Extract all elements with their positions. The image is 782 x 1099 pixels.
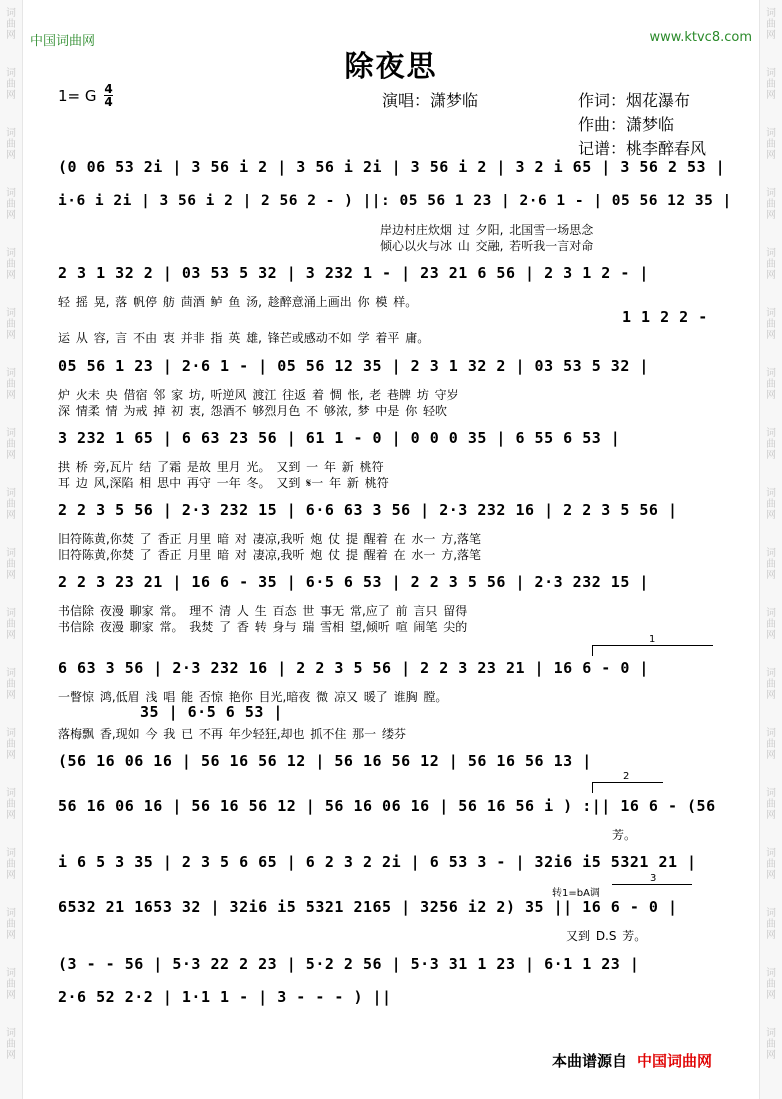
footer-source-site: 中国词曲网 [637,1052,713,1070]
footer-source [552,1050,712,1071]
time-signature [104,83,113,108]
watermark-char: 曲 [766,739,776,750]
watermark-char: 词 [6,248,16,259]
watermark-char: 曲 [766,79,776,90]
watermark-char: 曲 [6,319,16,330]
notation-line: 56 16 06 16 | 56 16 56 12 | 56 16 06 16 | 56 16 56 i ) :|| 16 6 - (56 [58,797,716,815]
watermark-char: 词 [6,968,16,979]
watermark-char: 网 [6,690,16,701]
watermark-char: 曲 [766,439,776,450]
watermark-char: 网 [6,210,16,221]
watermark-char: 网 [6,450,16,461]
watermark-char: 词 [6,368,16,379]
watermark-text [0,848,22,881]
watermark-text [760,728,782,761]
watermark-char: 曲 [766,139,776,150]
lyric-line: 旧符陈黄,你焚 了 香正 月里 暗 对 凄凉,我听 炮 仗 提 醒着 在 水一 方,落笔 [58,548,482,562]
watermark-text [0,128,22,161]
notation-line: i·6 i 2i | 3 56 i 2 | 2 56 2 - ) ||: 05 56 1 23 | 2·6 1 - | 05 56 12 35 | [58,193,732,209]
watermark-char: 网 [6,870,16,881]
watermark-char: 曲 [766,1039,776,1050]
watermark-char: 曲 [766,799,776,810]
watermark-char: 曲 [6,619,16,630]
watermark-char: 词 [766,908,776,919]
watermark-text [0,368,22,401]
watermark-text [760,788,782,821]
watermark-char: 网 [6,510,16,521]
watermark-char: 网 [766,210,776,221]
notation-line: 1 1 2 2 - [622,308,708,326]
watermark-char: 词 [6,428,16,439]
watermark-char: 曲 [766,919,776,930]
watermark-char: 曲 [766,199,776,210]
watermark-char: 网 [6,330,16,341]
watermark-char: 曲 [6,379,16,390]
lyric-line: 岸边村庄炊烟 过 夕阳, 北国雪一场思念 [380,223,594,237]
lyric-line: 芳。 [612,828,637,842]
watermark-text [0,8,22,41]
notation-line: 05 56 1 23 | 2·6 1 - | 05 56 12 35 | 2 3 1 32 2 | 03 53 5 32 | [58,357,649,375]
watermark-char: 词 [6,608,16,619]
notation-line: 2 2 3 23 21 | 16 6 - 35 | 6·5 6 53 | 2 2 3 5 56 | 2·3 232 15 | [58,573,649,591]
watermark-char: 网 [6,390,16,401]
watermark-char: 词 [766,308,776,319]
watermark-text [760,668,782,701]
volta-number-2: 2 [623,771,630,782]
watermark-text [760,8,782,41]
watermark-text [0,488,22,521]
watermark-char: 曲 [766,619,776,630]
watermark-char: 网 [766,510,776,521]
watermark-char: 词 [6,848,16,859]
watermark-text [0,668,22,701]
watermark-char: 词 [6,488,16,499]
watermark-text [760,248,782,281]
watermark-char: 词 [766,728,776,739]
watermark-char: 词 [6,8,16,19]
notation-line: 35 | 6·5 6 53 | [140,703,283,721]
watermark-char: 曲 [6,799,16,810]
watermark-char: 词 [766,848,776,859]
watermark-char: 曲 [766,979,776,990]
lyric-line: 旧符陈黄,你焚 了 香正 月里 暗 对 凄凉,我听 炮 仗 提 醒着 在 水一 方,落笔 [58,532,482,546]
watermark-char: 曲 [6,739,16,750]
triplet-bracket [612,873,692,895]
watermark-char: 曲 [6,439,16,450]
notation-line: (0 06 53 2i | 3 56 i 2 | 3 56 i 2i | 3 56 i 2 | 3 2 i 65 | 3 56 2 53 | [58,158,726,176]
watermark-char: 曲 [766,679,776,690]
watermark-text [0,548,22,581]
notation-line: (56 16 06 16 | 56 16 56 12 | 56 16 56 12 | 56 16 56 13 | [58,752,592,770]
lyric-line: 倾心以火与冰 山 交融, 若听我一言对命 [380,239,594,253]
watermark-char: 网 [6,90,16,101]
watermark-char: 网 [6,150,16,161]
watermark-char: 词 [766,428,776,439]
notation-line: 3 232 1 65 | 6 63 23 56 | 61 1 - 0 | 0 0 0 35 | 6 55 6 53 | [58,429,621,447]
site-url-top-right: www.ktvc8.com [649,30,752,45]
watermark-char: 词 [6,788,16,799]
watermark-text [760,488,782,521]
watermark-char: 词 [6,188,16,199]
watermark-char: 网 [766,30,776,41]
watermark-char: 曲 [6,559,16,570]
watermark-char: 词 [6,908,16,919]
lyric-line: 耳 边 风,深陷 相 思中 再守 一年 冬。 又到 𝄋一 年 新 桃符 [58,476,389,490]
footer-source-label: 本曲谱源自 [552,1052,628,1070]
notation-line: 2 3 1 32 2 | 03 53 5 32 | 3 232 1 - | 23 21 6 56 | 2 3 1 2 - | [58,264,649,282]
watermark-char: 网 [6,630,16,641]
watermark-text [0,788,22,821]
watermark-text [760,848,782,881]
watermark-char: 网 [6,270,16,281]
watermark-text [0,1028,22,1061]
time-signature-bottom: 4 [104,95,113,109]
watermark-char: 网 [766,1050,776,1061]
volta-bracket-1 [592,634,713,656]
watermark-text [0,428,22,461]
watermark-text [760,188,782,221]
watermark-char: 词 [766,788,776,799]
watermark-text [760,1028,782,1061]
watermark-char: 曲 [766,19,776,30]
watermark-text [0,968,22,1001]
volta-bracket-2 [592,771,663,793]
watermark-char: 网 [766,330,776,341]
watermark-char: 词 [6,548,16,559]
watermark-char: 词 [6,668,16,679]
watermark-text [760,608,782,641]
notation-line: i 6 5 3 35 | 2 3 5 6 65 | 6 2 3 2 2i | 6 53 3 - | 32i6 i5 5321 21 | [58,853,697,871]
watermark-char: 曲 [6,139,16,150]
watermark-char: 曲 [766,259,776,270]
watermark-text [0,728,22,761]
watermark-char: 网 [766,750,776,761]
watermark-char: 曲 [6,859,16,870]
watermark-char: 词 [6,728,16,739]
right-margin-strip [759,0,782,1099]
watermark-char: 词 [766,188,776,199]
watermark-char: 曲 [6,79,16,90]
watermark-char: 网 [766,90,776,101]
watermark-text [760,908,782,941]
watermark-char: 曲 [6,499,16,510]
watermark-char: 网 [6,990,16,1001]
notation-line: 6532 21 1653 32 | 32i6 i5 5321 2165 | 3256 i2 2) 35 || 16 6 - 0 | [58,898,678,916]
watermark-char: 词 [6,128,16,139]
watermark-char: 曲 [766,379,776,390]
watermark-char: 网 [766,630,776,641]
song-title: 除夜思 [344,49,438,83]
watermark-char: 曲 [766,859,776,870]
watermark-char: 网 [766,150,776,161]
watermark-char: 词 [766,1028,776,1039]
notation-line: 6 63 3 56 | 2·3 232 16 | 2 2 3 5 56 | 2 2 3 23 21 | 16 6 - 0 | [58,659,649,677]
lyric-line: 深 情柔 情 为戒 掉 初 衷, 怨酒不 够烈月色 不 够浓, 梦 中是 你 轻吹 [58,404,448,418]
watermark-char: 词 [6,68,16,79]
watermark-char: 网 [766,270,776,281]
watermark-char: 曲 [6,1039,16,1050]
watermark-char: 曲 [766,319,776,330]
watermark-char: 词 [766,68,776,79]
watermark-char: 网 [6,1050,16,1061]
lyric-line: 落梅飘 香,现如 今 我 已 不再 年少轻狂,却也 抓不住 那一 缕芬 [58,727,406,741]
watermark-char: 词 [6,308,16,319]
lyric-line: 炉 火未 央 借宿 邻 家 坊, 听逆风 渡江 往返 着 惆 怅, 老 巷牌 坊 守岁 [58,388,459,402]
watermark-char: 网 [766,810,776,821]
watermark-char: 词 [766,8,776,19]
watermark-char: 网 [766,390,776,401]
watermark-text [760,308,782,341]
watermark-char: 网 [766,990,776,1001]
watermark-text [760,428,782,461]
watermark-char: 曲 [766,559,776,570]
watermark-text [760,368,782,401]
watermark-char: 网 [766,450,776,461]
watermark-char: 词 [766,248,776,259]
watermark-text [0,248,22,281]
notation-line: (3 - - 56 | 5·3 22 2 23 | 5·2 2 56 | 5·3 31 1 23 | 6·1 1 23 | [58,955,640,973]
watermark-text [0,188,22,221]
watermark-char: 网 [766,930,776,941]
lyric-line: 又到 D.S 芳。 [566,929,647,943]
watermark-char: 曲 [6,919,16,930]
watermark-text [760,968,782,1001]
triplet-number: 3 [650,873,657,884]
watermark-char: 网 [766,690,776,701]
watermark-char: 曲 [766,499,776,510]
lyric-line: 运 从 容, 言 不由 衷 并非 指 英 雄, 锋芒或感动不如 学 着平 庸。 [58,331,430,345]
transcriber-credit: 记谱：桃李醉春风 [578,139,707,158]
watermark-char: 网 [6,810,16,821]
lyric-line: 一瞥惊 鸿,低眉 浅 唱 能 否惊 艳你 目光,暗夜 微 凉又 暖了 谁胸 膛。 [58,690,448,704]
singer-credit: 演唱：潇梦临 [382,91,479,110]
watermark-char: 曲 [6,199,16,210]
watermark-char: 词 [766,668,776,679]
modulation-note: 转1=bA调 [552,888,600,899]
watermark-char: 词 [6,1028,16,1039]
lyric-line: 轻 摇 晃, 落 帆停 舫 茴酒 鲈 鱼 汤, 趁醉意涌上画出 你 模 样。 [58,295,418,309]
watermark-char: 词 [766,968,776,979]
time-signature-top: 4 [104,82,113,96]
watermark-char: 词 [766,608,776,619]
watermark-char: 网 [6,930,16,941]
watermark-text [0,908,22,941]
watermark-char: 曲 [6,679,16,690]
watermark-char: 网 [6,570,16,581]
watermark-text [760,128,782,161]
watermark-text [0,608,22,641]
watermark-text [0,308,22,341]
watermark-char: 网 [6,750,16,761]
key-signature: 1= G [58,87,97,105]
watermark-char: 词 [766,488,776,499]
watermark-char: 词 [766,548,776,559]
watermark-char: 词 [766,128,776,139]
left-margin-strip [0,0,23,1099]
lyric-line: 书信除 夜漫 聊家 常。 我焚 了 香 转 身与 瑞 雪相 望,倾听 喧 闹笔 尖的 [58,620,468,634]
composer-credit: 作曲：潇梦临 [578,115,675,134]
lyricist-credit: 作词：烟花瀑布 [578,91,691,110]
watermark-char: 曲 [6,979,16,990]
notation-line: 2 2 3 5 56 | 2·3 232 15 | 6·6 63 3 56 | 2·3 232 16 | 2 2 3 5 56 | [58,501,678,519]
watermark-char: 网 [766,570,776,581]
site-name-top-left: 中国词曲网 [30,34,96,49]
lyric-line: 书信除 夜漫 聊家 常。 理不 清 人 生 百态 世 事无 常,应了 前 言只 留得 [58,604,468,618]
lyric-line: 拱 桥 旁,瓦片 结 了霜 是故 里月 光。 又到 一 年 新 桃符 [58,460,384,474]
watermark-char: 网 [766,870,776,881]
volta-number-1: 1 [649,634,656,645]
watermark-char: 曲 [6,259,16,270]
watermark-char: 曲 [6,19,16,30]
watermark-text [760,548,782,581]
watermark-char: 词 [766,368,776,379]
watermark-char: 网 [6,30,16,41]
notation-line: 2·6 52 2·2 | 1·1 1 - | 3 - - - ) || [58,988,392,1006]
